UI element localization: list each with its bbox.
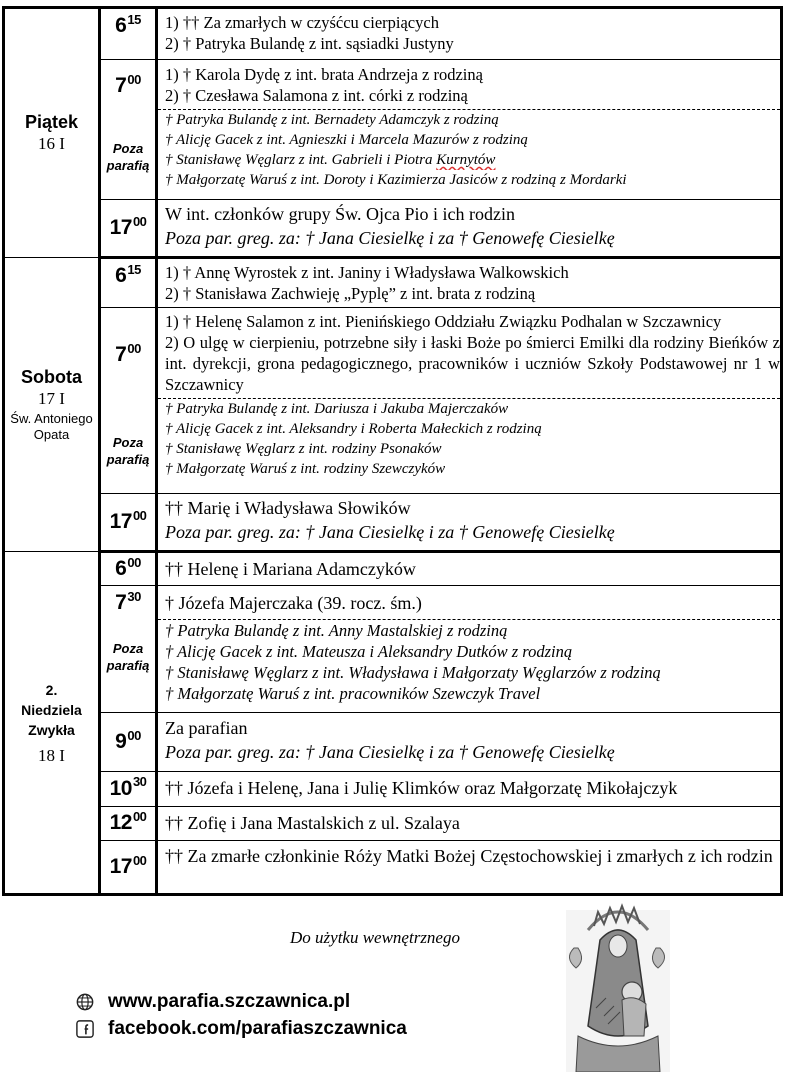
time-label: 7 $^{30}$ bbox=[115, 588, 141, 614]
day-date: 16 I bbox=[38, 134, 65, 153]
time-cell bbox=[100, 200, 157, 258]
intentions-cell bbox=[157, 772, 782, 807]
outside-parish-intention: † Alicję Gacek z int. Aleksandry i Roberta Małeckich z rodziną bbox=[165, 421, 542, 437]
outside-parish-intention: † Stanisławę Węglarz z int. Gabrieli i Piotra Kurnytów bbox=[165, 152, 496, 168]
time-label: 9 $^{00}$ bbox=[115, 727, 141, 753]
intention-line: 1) † Helenę Salamon z int. Pienińskiego Oddziału Związku Podhalan w Szczawnicy bbox=[165, 312, 722, 331]
day-name: Niedziela bbox=[21, 701, 82, 718]
intentions-cell bbox=[157, 258, 782, 308]
outside-parish-intention: † Patryka Bulandę z int. Bernadety Adamczyk z rodziną bbox=[165, 112, 499, 128]
time-label: 17 $^{00}$ bbox=[109, 507, 147, 533]
intention-line: W int. członków grupy Św. Ojca Pio i ich rodzin bbox=[165, 204, 515, 224]
gregorian-mass-note: Poza par. greg. za: † Jana Ciesielkę i za † Genowefę Ciesielkę bbox=[165, 522, 615, 542]
outside-parish-intention: † Małgorzatę Waruś z int. rodziny Szewczyków bbox=[165, 461, 446, 477]
sunday-number: 2. bbox=[45, 681, 58, 698]
outside-parish-label: Poza parafią bbox=[106, 141, 150, 173]
intention-line: Za parafian bbox=[165, 718, 248, 738]
intentions-cell bbox=[157, 713, 782, 772]
day-cell-friday bbox=[4, 8, 100, 258]
facebook-line[interactable] bbox=[76, 1018, 407, 1040]
time-label: 6 $^{15}$ bbox=[115, 11, 141, 37]
intention-line: 2) † Czesława Salamona z int. córki z rodziną bbox=[165, 86, 468, 105]
time-label: 6 $^{15}$ bbox=[115, 261, 141, 287]
intention-line: †† Za zmarłe członkinie Róży Matki Bożej Częstochowskiej i zmarłych z ich rodzin bbox=[165, 846, 773, 866]
intentions-cell bbox=[157, 841, 782, 895]
intentions-cell bbox=[157, 586, 782, 713]
website-line[interactable] bbox=[76, 991, 350, 1013]
intention-line: 1) †† Za zmarłych w czyśćcu cierpiących bbox=[165, 13, 439, 32]
time-cell bbox=[100, 258, 157, 308]
intention-line: 1) † Karola Dydę z int. brata Andrzeja z rodziną bbox=[165, 65, 483, 84]
outside-parish-intention: † Stanisławę Węglarz z int. rodziny Psonaków bbox=[165, 441, 442, 457]
day-cell-saturday bbox=[4, 258, 100, 552]
day-date: 17 I bbox=[38, 388, 65, 408]
outside-parish-label: Poza parafią bbox=[106, 435, 150, 467]
time-cell bbox=[100, 807, 157, 841]
time-cell bbox=[100, 586, 157, 713]
outside-parish-intention: † Małgorzatę Waruś z int. Doroty i Kazimierza Jasiców z rodziną z Mordarki bbox=[165, 172, 627, 188]
internal-use-note: Do użytku wewnętrznego bbox=[290, 928, 460, 947]
day-name-sub: Zwykła bbox=[28, 721, 75, 738]
gregorian-mass-note: Poza par. greg. za: † Jana Ciesielkę i za † Genowefę Ciesielkę bbox=[165, 228, 615, 248]
time-cell bbox=[100, 713, 157, 772]
intention-line: 2) † Stanisława Zachwieję „Pyplę” z int. brata z rodziną bbox=[165, 284, 536, 303]
outside-parish-intention: † Stanisławę Węglarz z int. Władysława i Małgorzaty Węglarzów z rodziną bbox=[165, 663, 661, 682]
intentions-cell bbox=[157, 308, 782, 494]
intentions-cell bbox=[157, 60, 782, 200]
time-cell bbox=[100, 841, 157, 895]
facebook-icon bbox=[76, 1020, 94, 1038]
outside-parish-label: Poza parafią bbox=[106, 641, 150, 673]
intention-line: †† Helenę i Mariana Adamczyków bbox=[165, 559, 416, 579]
time-label: 6 $^{00}$ bbox=[115, 554, 141, 580]
intentions-cell bbox=[157, 200, 782, 258]
day-date: 18 I bbox=[38, 745, 65, 765]
facebook-link[interactable]: facebook.com/parafiaszczawnica bbox=[108, 1018, 407, 1039]
time-label: 10 $^{30}$ bbox=[109, 774, 147, 800]
intention-line: 2) † Patryka Bulandę z int. sąsiadki Justyny bbox=[165, 34, 454, 53]
intentions-cell bbox=[157, 494, 782, 552]
time-label: 7 $^{00}$ bbox=[115, 340, 141, 366]
mass-schedule-table bbox=[2, 6, 783, 896]
outside-parish-intention: † Patryka Bulandę z int. Dariusza i Jakuba Majerczaków bbox=[165, 401, 509, 417]
time-label: 17 $^{00}$ bbox=[109, 852, 147, 878]
intention-line: †† Zofię i Jana Mastalskich z ul. Szalaya bbox=[165, 813, 460, 833]
day-name: Sobota bbox=[21, 366, 82, 387]
globe-icon bbox=[76, 993, 94, 1011]
intention-line: †† Marię i Władysława Słowików bbox=[165, 498, 411, 518]
time-label: 7 $^{00}$ bbox=[115, 71, 141, 97]
intention-line: † Józefa Majerczaka (39. rocz. śm.) bbox=[165, 593, 422, 613]
intentions-cell bbox=[157, 807, 782, 841]
time-cell bbox=[100, 494, 157, 552]
intention-line: 2) O ulgę w cierpieniu, potrzebne siły i łaski Boże po śmierci Emilki dla rodziny Bieńków z int. dyrekcji, grona pedagogicznego, pracowników i uczniów Szkoły Podstawowej nr 1 w Szczawnicy bbox=[165, 333, 780, 394]
outside-parish-intention: † Alicję Gacek z int. Mateusza i Aleksandry Dutków z rodziną bbox=[165, 642, 573, 661]
intentions-cell bbox=[157, 8, 782, 60]
outside-parish-intention: † Alicję Gacek z int. Agnieszki i Marcela Mazurów z rodziną bbox=[165, 132, 528, 148]
website-link[interactable]: www.parafia.szczawnica.pl bbox=[108, 991, 351, 1012]
time-cell bbox=[100, 552, 157, 586]
time-cell bbox=[100, 60, 157, 200]
outside-parish-intention: † Patryka Bulandę z int. Anny Mastalskiej z rodziną bbox=[165, 621, 508, 640]
gregorian-mass-note: Poza par. greg. za: † Jana Ciesielkę i za † Genowefę Ciesielkę bbox=[165, 742, 615, 762]
time-cell bbox=[100, 308, 157, 494]
outside-parish-intention: † Małgorzatę Waruś z int. pracowników Szewczyk Travel bbox=[165, 684, 541, 703]
time-cell bbox=[100, 772, 157, 807]
time-label: 12 $^{00}$ bbox=[109, 808, 147, 834]
day-name: Piątek bbox=[24, 112, 79, 132]
day-cell-sunday bbox=[4, 552, 100, 895]
time-label: 17 $^{00}$ bbox=[109, 213, 147, 239]
intentions-cell bbox=[157, 552, 782, 586]
saint-of-day: Św. Antoniego Opata bbox=[10, 410, 93, 442]
madonna-icon bbox=[548, 896, 686, 1072]
intention-line: 1) † Annę Wyrostek z int. Janiny i Władysława Walkowskich bbox=[165, 263, 569, 282]
intention-line: †† Józefa i Helenę, Jana i Julię Klimków oraz Małgorzatę Mikołajczyk bbox=[165, 778, 678, 798]
time-cell bbox=[100, 8, 157, 60]
